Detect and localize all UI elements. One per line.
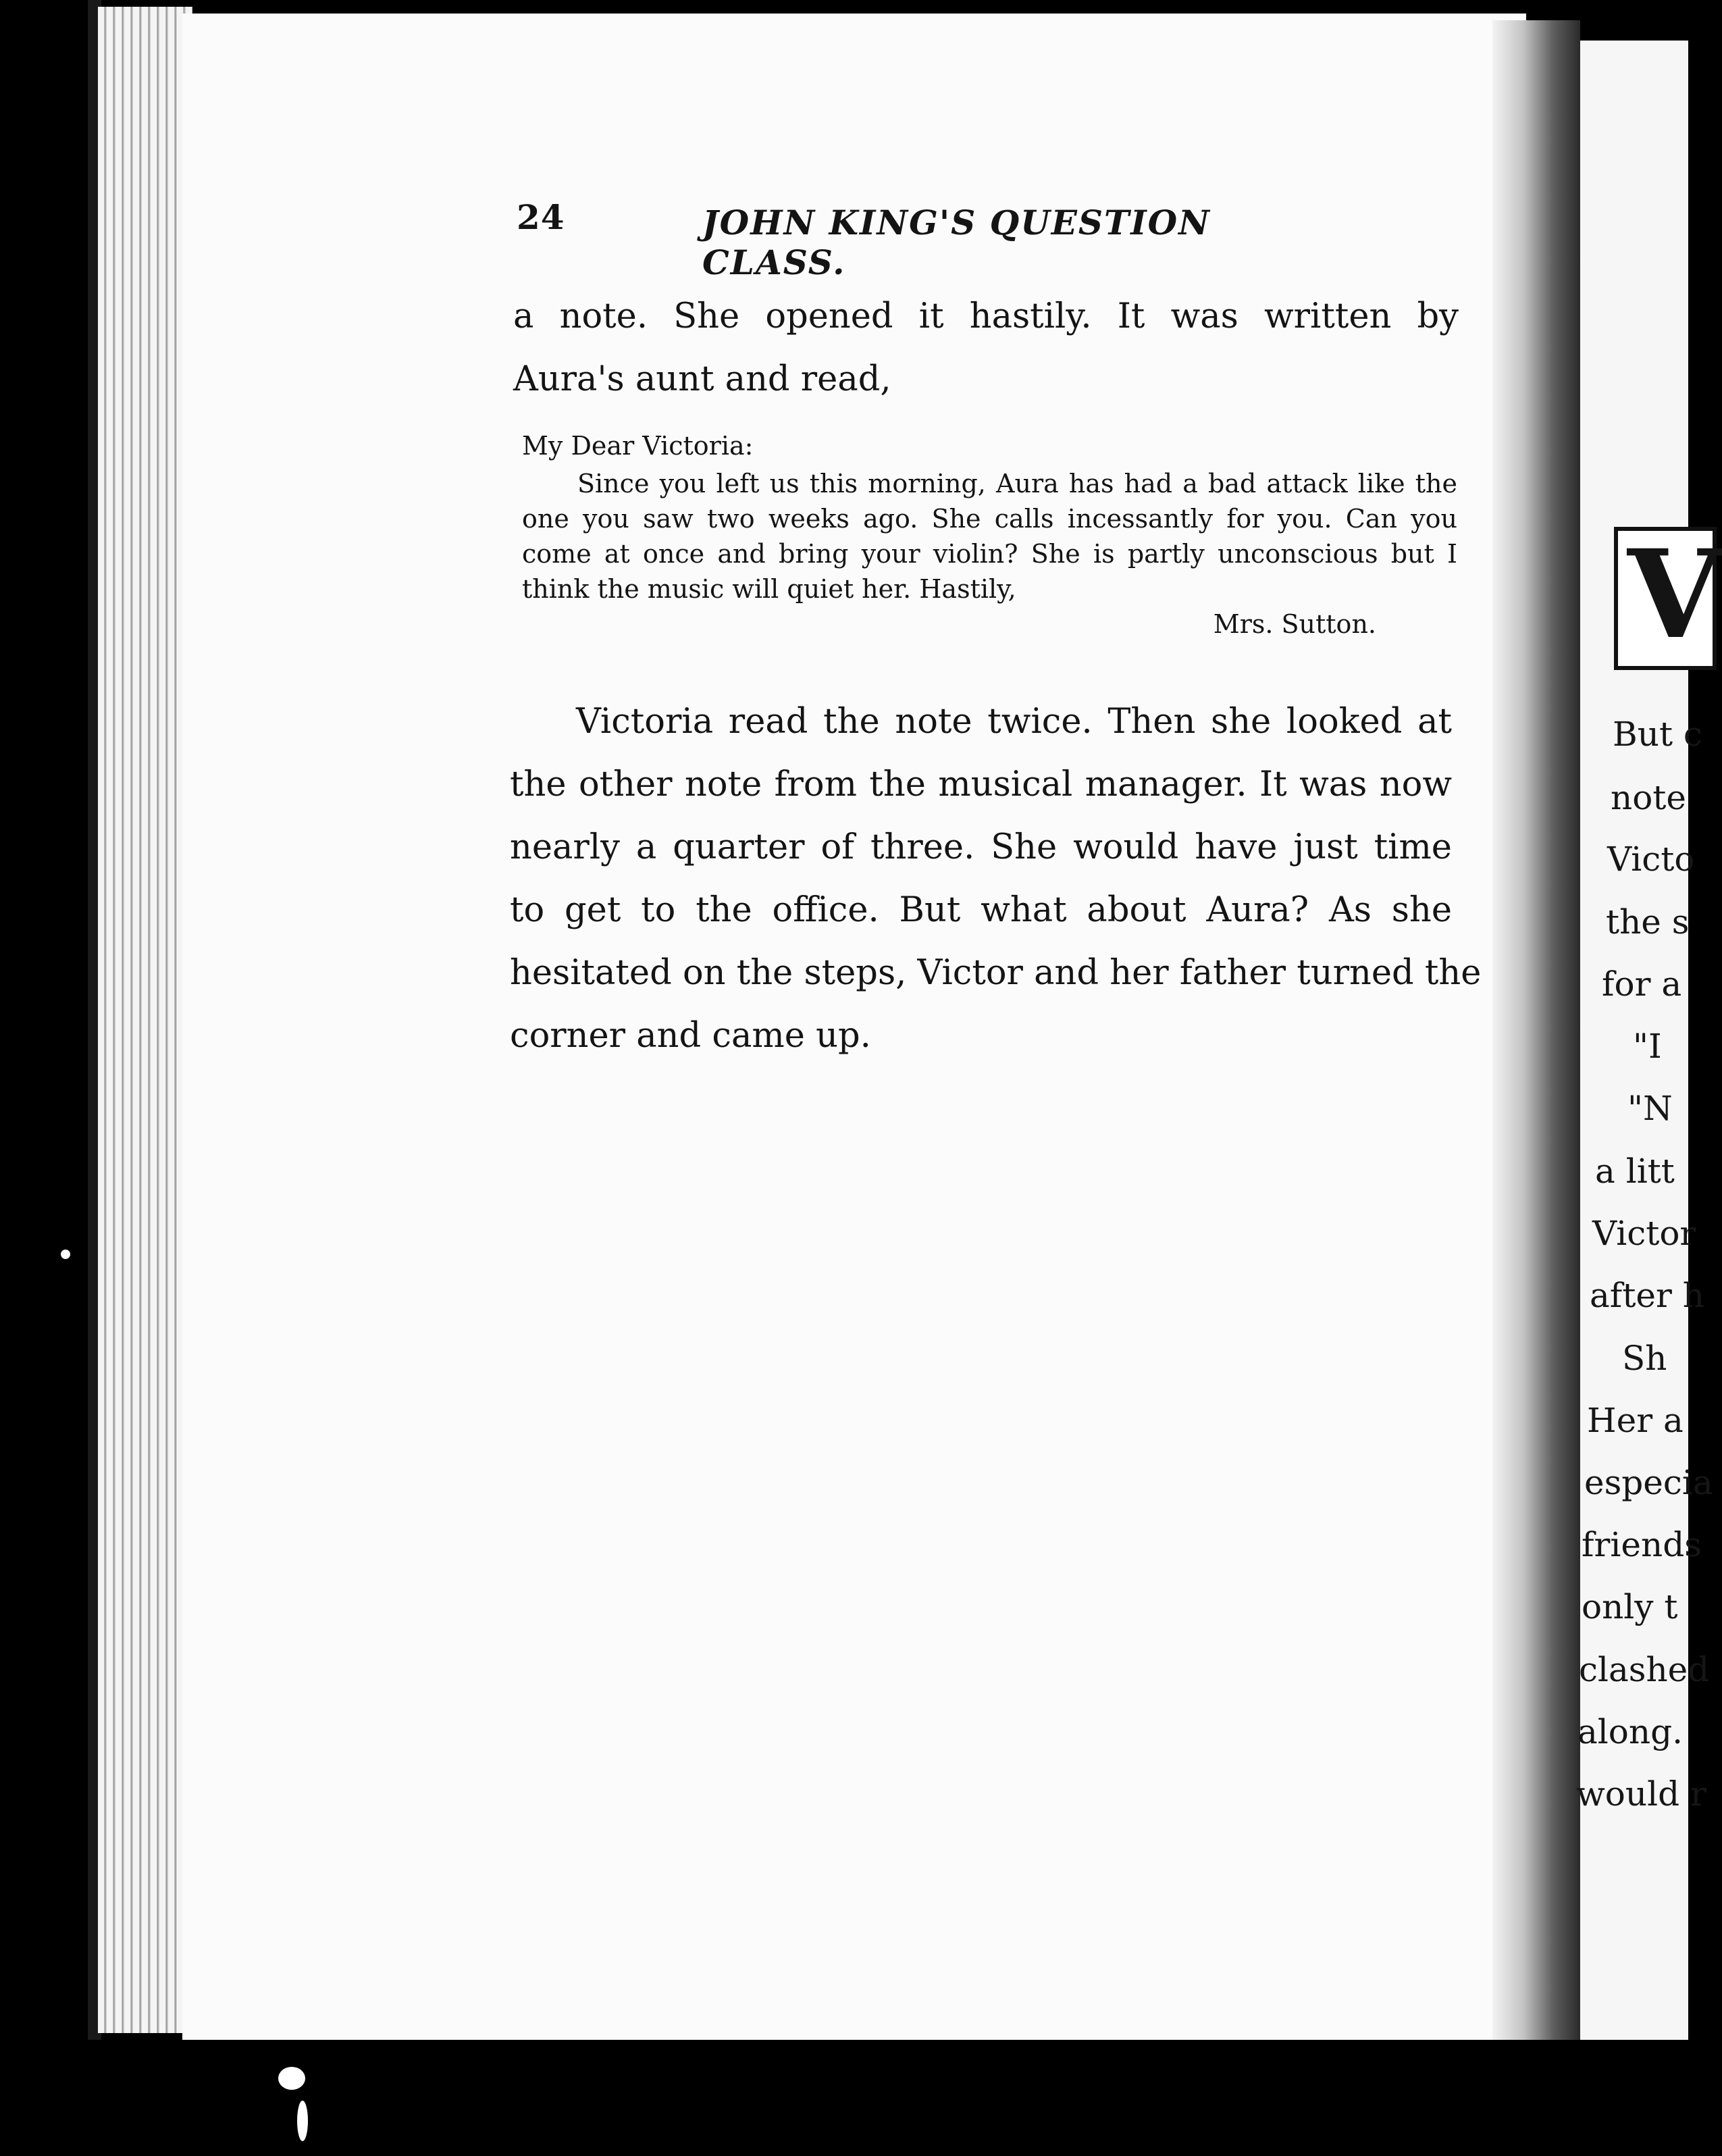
- text-line: to get to the office. But what about Aura? As she: [510, 890, 1452, 930]
- right-page-line: would r: [1576, 1774, 1706, 1814]
- right-page-line: only t: [1582, 1587, 1678, 1626]
- letter-signature: Mrs. Sutton.: [1213, 609, 1376, 639]
- text-line: Victoria read the note twice. Then she looked at: [576, 702, 1452, 742]
- scan-speck: [61, 1250, 70, 1259]
- running-title: JOHN KING'S QUESTION CLASS.: [702, 203, 1211, 282]
- text-line: a note. She opened it hastily. It was written by: [513, 297, 1459, 336]
- text-line: the other note from the musical manager. It was now: [510, 765, 1452, 804]
- scan-speck: [278, 2067, 305, 2090]
- right-page-line: for a: [1602, 965, 1682, 1004]
- right-page-line: along.: [1577, 1712, 1684, 1751]
- right-page-line: Victo: [1607, 840, 1695, 879]
- stacked-page-edges: [98, 7, 192, 2033]
- paragraph-1: [513, 285, 1459, 411]
- right-page-line: especia: [1584, 1463, 1713, 1502]
- right-page-line: Her a: [1587, 1401, 1684, 1440]
- text-line: corner and came up.: [510, 1016, 871, 1056]
- scan-speck: [297, 2101, 308, 2141]
- letter-block: [522, 428, 1457, 642]
- text-line: nearly a quarter of three. She would have just time: [510, 827, 1452, 867]
- letter-body: Since you left us this morning, Aura has had a bad attack like the one you saw two weeks ago. She calls incessantly for you. Can you come at once and bring your violin? She is partly unconscious but I think the music will quiet her. Hastily,: [522, 469, 1457, 604]
- right-page-line: a litt: [1595, 1152, 1675, 1191]
- right-page-line: friends: [1582, 1525, 1702, 1564]
- right-page-line: after h: [1590, 1276, 1704, 1315]
- drop-cap: V: [1627, 523, 1722, 666]
- drop-cap-frame: [1614, 523, 1722, 670]
- right-page-line: But c: [1613, 715, 1702, 754]
- right-page-line: clashed: [1579, 1650, 1710, 1689]
- right-page-line: note: [1611, 778, 1686, 817]
- text-line: hesitated on the steps, Victor and her father turned the: [510, 953, 1482, 993]
- text-line: Aura's aunt and read,: [513, 359, 891, 399]
- right-page-line: Sh: [1622, 1339, 1667, 1378]
- scan-border-bottom: [0, 2040, 1688, 2156]
- right-page-line: "N: [1627, 1089, 1673, 1128]
- right-page-line: the s: [1606, 902, 1690, 942]
- paragraph-2: [510, 690, 1482, 1067]
- letter-salutation: My Dear Victoria:: [522, 431, 754, 461]
- right-page-line: Victor: [1592, 1214, 1696, 1253]
- book-gutter: [1492, 20, 1580, 2047]
- right-page-line: "I: [1633, 1027, 1662, 1066]
- page-number: 24: [517, 197, 565, 237]
